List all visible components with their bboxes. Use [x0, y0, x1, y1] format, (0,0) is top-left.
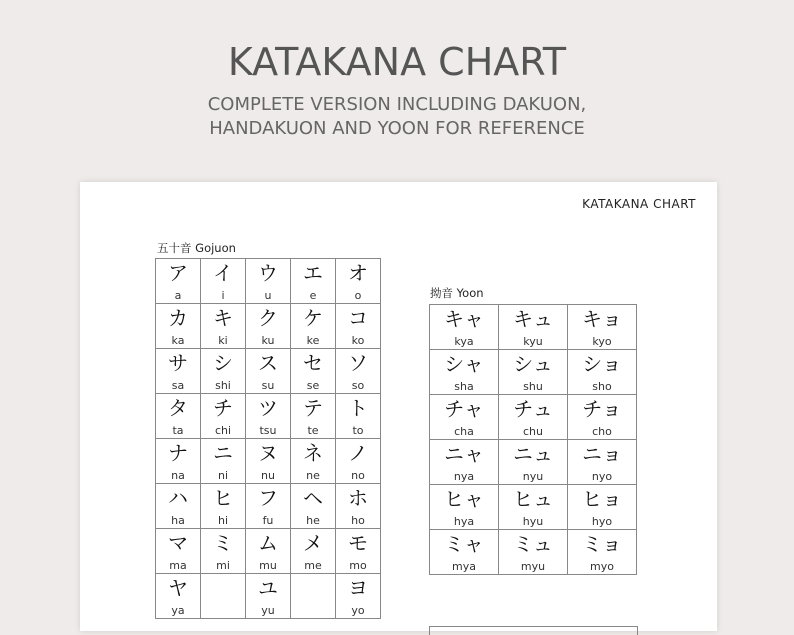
sheet-header-label: KATAKANA CHART: [582, 197, 696, 211]
kana-character: ニュ: [513, 442, 553, 466]
kana-character: ヌ: [258, 441, 278, 465]
romaji-reading: te: [307, 424, 319, 437]
yoon-cell: [499, 395, 568, 440]
gojuon-cell: [156, 529, 201, 574]
gojuon-cell: [291, 439, 336, 484]
yoon-row: [430, 305, 637, 350]
romaji-reading: yu: [261, 604, 275, 617]
romaji-reading: ta: [172, 424, 184, 437]
yoon-table: [429, 304, 637, 575]
romaji-reading: shi: [215, 379, 231, 392]
romaji-reading: kyu: [523, 335, 543, 348]
kana-character: キョ: [582, 307, 622, 331]
kana-character: ミャ: [444, 532, 484, 556]
kana-character: コ: [348, 306, 368, 330]
kana-character: ネ: [303, 441, 323, 465]
kana-character: ミュ: [513, 532, 553, 556]
kana-character: サ: [168, 351, 188, 375]
kana-character: ス: [258, 351, 278, 375]
yoon-cell: [499, 305, 568, 350]
gojuon-row: [156, 259, 381, 304]
romaji-reading: hi: [217, 514, 229, 527]
romaji-reading: e: [309, 289, 317, 302]
kana-character: モ: [348, 531, 368, 555]
kana-character: ト: [348, 396, 368, 420]
gojuon-cell: [336, 259, 381, 304]
gojuon-cell: [156, 484, 201, 529]
kana-character: フ: [258, 486, 278, 510]
romaji-reading: ko: [351, 334, 365, 347]
yoon-cell: [430, 395, 499, 440]
kana-character: シャ: [444, 352, 484, 376]
kana-character: ソ: [348, 351, 368, 375]
gojuon-cell: [291, 349, 336, 394]
yoon-cell: [499, 350, 568, 395]
gojuon-cell: [201, 439, 246, 484]
kana-character: カ: [168, 306, 188, 330]
yoon-cell: [430, 350, 499, 395]
romaji-reading: hyu: [522, 515, 544, 528]
kana-character: キュ: [513, 307, 553, 331]
romaji-reading: chu: [523, 425, 543, 438]
kana-character: シ: [213, 351, 233, 375]
kana-character: ツ: [258, 396, 278, 420]
gojuon-section-title: 五十音 Gojuon: [157, 241, 236, 255]
romaji-reading: no: [351, 469, 365, 482]
gojuon-cell: [201, 529, 246, 574]
chart-sheet: [80, 182, 717, 631]
kana-character: ウ: [258, 261, 278, 285]
gojuon-cell: [246, 439, 291, 484]
romaji-reading: hya: [453, 515, 475, 528]
kana-character: チ: [213, 396, 233, 420]
gojuon-cell: [246, 304, 291, 349]
gojuon-cell: [201, 484, 246, 529]
gojuon-cell: [201, 349, 246, 394]
kana-character: ニャ: [444, 442, 484, 466]
gojuon-cell: [156, 574, 201, 619]
romaji-reading: o: [354, 289, 362, 302]
kana-character: タ: [168, 396, 188, 420]
kana-character: チュ: [513, 397, 553, 421]
kana-character: ヨ: [348, 576, 368, 600]
romaji-reading: ke: [306, 334, 320, 347]
kana-character: ハ: [168, 486, 188, 510]
romaji-reading: nya: [453, 470, 475, 483]
kana-character: ム: [258, 531, 278, 555]
gojuon-cell: [201, 259, 246, 304]
kana-character: チョ: [582, 397, 622, 421]
gojuon-cell: [201, 574, 246, 619]
gojuon-cell: [246, 484, 291, 529]
romaji-reading: sha: [454, 380, 474, 393]
kana-character: ヘ: [303, 486, 323, 510]
romaji-reading: to: [352, 424, 364, 437]
romaji-reading: myo: [590, 560, 614, 573]
gojuon-cell: [246, 259, 291, 304]
romaji-reading: nyo: [591, 470, 613, 483]
yoon-cell: [568, 305, 637, 350]
romaji-reading: nu: [261, 469, 275, 482]
kana-character: イ: [213, 261, 233, 285]
gojuon-cell: [156, 304, 201, 349]
romaji-reading: yo: [351, 604, 365, 617]
romaji-reading: su: [261, 379, 275, 392]
yoon-row: [430, 485, 637, 530]
kana-character: マ: [168, 531, 188, 555]
romaji-reading: ka: [171, 334, 185, 347]
gojuon-cell: [291, 574, 336, 619]
romaji-reading: i: [221, 289, 225, 302]
kana-character: ショ: [582, 352, 622, 376]
romaji-reading: ya: [171, 604, 185, 617]
yoon-cell: [430, 305, 499, 350]
yoon-cell: [499, 530, 568, 575]
gojuon-cell: [156, 439, 201, 484]
gojuon-cell: [156, 394, 201, 439]
kana-character: ク: [258, 306, 278, 330]
romaji-reading: myu: [520, 560, 546, 573]
kana-character: メ: [303, 531, 323, 555]
kana-character: ニョ: [582, 442, 622, 466]
romaji-reading: se: [306, 379, 320, 392]
romaji-reading: na: [171, 469, 185, 482]
page-title: KATAKANA CHART: [227, 40, 567, 84]
romaji-reading: nyu: [522, 470, 544, 483]
gojuon-row: [156, 529, 381, 574]
yoon-cell: [430, 485, 499, 530]
yoon-section-title: 拗音 Yoon: [430, 286, 484, 300]
romaji-reading: ma: [169, 559, 187, 572]
kana-character: ホ: [348, 486, 368, 510]
gojuon-cell: [291, 304, 336, 349]
romaji-reading: ne: [306, 469, 320, 482]
gojuon-table: [155, 258, 381, 619]
gojuon-cell: [246, 394, 291, 439]
romaji-reading: cha: [454, 425, 474, 438]
romaji-reading: sho: [592, 380, 612, 393]
yoon-cell: [568, 485, 637, 530]
gojuon-cell: [156, 259, 201, 304]
gojuon-row: [156, 484, 381, 529]
kana-character: ノ: [348, 441, 368, 465]
kana-character: セ: [303, 351, 323, 375]
kana-character: キャ: [444, 307, 484, 331]
yoon-cell: [430, 440, 499, 485]
romaji-reading: kya: [454, 335, 474, 348]
kana-character: キ: [213, 306, 233, 330]
gojuon-cell: [246, 349, 291, 394]
romaji-reading: ki: [218, 334, 228, 347]
yoon-row: [430, 350, 637, 395]
gojuon-row: [156, 439, 381, 484]
gojuon-row: [156, 394, 381, 439]
romaji-reading: sa: [171, 379, 185, 392]
kana-character: ユ: [258, 576, 278, 600]
romaji-reading: shu: [523, 380, 543, 393]
gojuon-cell: [291, 259, 336, 304]
gojuon-cell: [246, 529, 291, 574]
romaji-reading: mya: [452, 560, 476, 573]
romaji-reading: ha: [171, 514, 185, 527]
yoon-cell: [430, 530, 499, 575]
romaji-reading: tsu: [259, 424, 277, 437]
romaji-reading: so: [351, 379, 365, 392]
kana-character: ナ: [168, 441, 188, 465]
yoon-cell: [568, 350, 637, 395]
yoon-cell: [568, 530, 637, 575]
romaji-reading: ku: [261, 334, 275, 347]
gojuon-cell: [336, 439, 381, 484]
romaji-reading: a: [174, 289, 182, 302]
kana-character: エ: [303, 261, 323, 285]
gojuon-cell: [336, 529, 381, 574]
gojuon-cell: [291, 394, 336, 439]
yoon-row: [430, 530, 637, 575]
kana-character: ア: [168, 261, 188, 285]
kana-character: ミ: [213, 531, 233, 555]
kana-character: ケ: [303, 306, 323, 330]
yoon-cell: [568, 395, 637, 440]
kana-character: ヒョ: [582, 487, 622, 511]
romaji-reading: ho: [351, 514, 365, 527]
yoon-cell: [499, 440, 568, 485]
romaji-reading: me: [304, 559, 322, 572]
gojuon-cell: [201, 304, 246, 349]
kana-character: シュ: [513, 352, 553, 376]
gojuon-cell: [336, 484, 381, 529]
yoon-row: [430, 440, 637, 485]
yoon-cell: [568, 440, 637, 485]
gojuon-row: [156, 574, 381, 619]
romaji-reading: kyo: [592, 335, 612, 348]
kana-character: テ: [303, 396, 323, 420]
gojuon-cell: [336, 349, 381, 394]
kana-character: ヒュ: [513, 487, 553, 511]
gojuon-cell: [291, 529, 336, 574]
romaji-reading: mo: [349, 559, 367, 572]
kana-character: ミョ: [582, 532, 622, 556]
page-subtitle-line-2: HANDAKUON AND YOON FOR REFERENCE: [209, 118, 585, 139]
kana-character: オ: [348, 261, 368, 285]
romaji-reading: ni: [217, 469, 229, 482]
gojuon-cell: [291, 484, 336, 529]
kana-character: ヤ: [168, 576, 188, 600]
romaji-reading: mi: [216, 559, 230, 572]
romaji-reading: chi: [214, 424, 232, 437]
yoon-cell: [499, 485, 568, 530]
gojuon-cell: [246, 574, 291, 619]
gojuon-row: [156, 349, 381, 394]
gojuon-cell: [336, 574, 381, 619]
kana-character: チャ: [444, 397, 484, 421]
page-subtitle-line-1: COMPLETE VERSION INCLUDING DAKUON,: [207, 94, 587, 115]
gojuon-cell: [336, 394, 381, 439]
romaji-reading: hyo: [591, 515, 613, 528]
romaji-reading: he: [306, 514, 320, 527]
kana-character: ヒ: [213, 486, 233, 510]
gojuon-cell: [156, 349, 201, 394]
kana-character: ニ: [213, 441, 233, 465]
romaji-reading: fu: [262, 514, 274, 527]
kana-character: ヒャ: [444, 487, 484, 511]
romaji-reading: mu: [259, 559, 277, 572]
yoon-row: [430, 395, 637, 440]
romaji-reading: u: [264, 289, 272, 302]
romaji-reading: cho: [592, 425, 612, 438]
gojuon-row: [156, 304, 381, 349]
gojuon-cell: [336, 304, 381, 349]
gojuon-cell: [201, 394, 246, 439]
